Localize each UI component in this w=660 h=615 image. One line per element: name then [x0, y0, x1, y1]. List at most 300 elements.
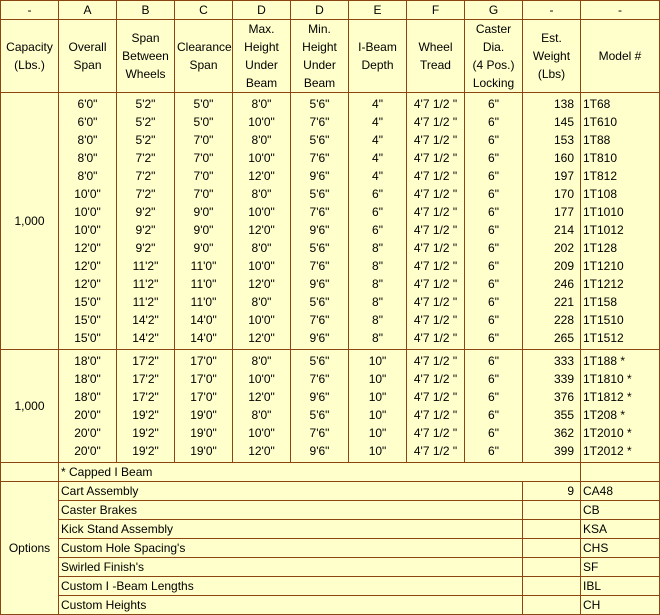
data-cell: 20'0": [59, 424, 117, 442]
header-name-line: (4 Pos.): [472, 58, 515, 72]
data-cell: 17'0": [175, 388, 233, 406]
data-cell: 6": [465, 113, 523, 131]
data-cell: 9'0": [175, 239, 233, 257]
data-cell: 399: [523, 442, 581, 463]
option-model-cell: CH: [581, 596, 660, 615]
data-cell: 10'0": [59, 221, 117, 239]
table-row: [1, 131, 660, 149]
data-cell: 10'0": [233, 311, 291, 329]
data-cell: 1T1810 *: [581, 370, 660, 388]
data-cell: 5'2": [117, 113, 175, 131]
header-letter-cell: F: [407, 1, 465, 20]
data-cell: 6": [465, 221, 523, 239]
data-cell: 10'0": [59, 203, 117, 221]
header-letter-cell: B: [117, 1, 175, 20]
data-cell: 1T810: [581, 149, 660, 167]
data-cell: 9'6": [291, 329, 349, 350]
data-cell: 153: [523, 131, 581, 149]
data-cell: 6": [465, 293, 523, 311]
option-row: [1, 596, 660, 615]
data-cell: 18'0": [59, 370, 117, 388]
data-cell: 6'0": [59, 93, 117, 114]
data-cell: 20'0": [59, 406, 117, 424]
data-cell: 4'7 1/2 ": [407, 203, 465, 221]
table-row: [1, 149, 660, 167]
data-cell: 4'7 1/2 ": [407, 149, 465, 167]
option-name-cell: Custom I -Beam Lengths: [59, 577, 523, 596]
data-cell: 9'2": [117, 239, 175, 257]
data-cell: 9'6": [291, 442, 349, 463]
table-row: [1, 275, 660, 293]
data-cell: 5'2": [117, 131, 175, 149]
header-name-line: Beam: [245, 76, 278, 90]
data-cell: 19'2": [117, 442, 175, 463]
data-cell: 7'0": [175, 167, 233, 185]
option-name-cell: Custom Hole Spacing's: [59, 539, 523, 558]
data-cell: 14'2": [117, 311, 175, 329]
data-cell: 11'0": [175, 275, 233, 293]
table-row: [1, 221, 660, 239]
data-cell: 1T1012: [581, 221, 660, 239]
data-cell: 6": [465, 275, 523, 293]
data-cell: 7'6": [291, 370, 349, 388]
data-cell: 6": [465, 388, 523, 406]
data-cell: 1T158: [581, 293, 660, 311]
data-cell: 4'7 1/2 ": [407, 350, 465, 371]
data-cell: 4": [349, 149, 407, 167]
header-name-cell: [1, 20, 59, 93]
data-cell: 221: [523, 293, 581, 311]
option-weight-cell: [523, 577, 581, 596]
data-cell: 8'0": [233, 239, 291, 257]
data-cell: 9'0": [175, 221, 233, 239]
header-name-cell: [175, 20, 233, 93]
data-cell: 8": [349, 275, 407, 293]
header-name-cell: [233, 20, 291, 93]
data-cell: 10": [349, 370, 407, 388]
option-weight-cell: [523, 596, 581, 615]
data-cell: 19'0": [175, 424, 233, 442]
data-cell: 214: [523, 221, 581, 239]
header-name-cell: [59, 20, 117, 93]
header-name-line: Wheel: [418, 40, 453, 54]
data-cell: 8'0": [59, 149, 117, 167]
data-cell: 4": [349, 113, 407, 131]
data-cell: 1T88: [581, 131, 660, 149]
data-cell: 6": [465, 149, 523, 167]
data-cell: 1T812: [581, 167, 660, 185]
table-row: [1, 406, 660, 424]
option-name-cell: Custom Heights: [59, 596, 523, 615]
header-name-line: (Lbs): [537, 67, 566, 81]
header-name-line: Span: [189, 58, 218, 72]
header-name-line: Beam: [303, 76, 336, 90]
options-label-cell: Options: [1, 482, 59, 615]
data-cell: 202: [523, 239, 581, 257]
data-cell: 4'7 1/2 ": [407, 131, 465, 149]
option-model-cell: CA48: [581, 482, 660, 501]
option-row: [1, 539, 660, 558]
data-cell: 1T1812 *: [581, 388, 660, 406]
data-cell: 4'7 1/2 ": [407, 93, 465, 114]
header-name-cell: [465, 20, 523, 93]
data-cell: 4": [349, 93, 407, 114]
capacity-cell: 1,000: [1, 93, 59, 350]
data-cell: 9'0": [175, 203, 233, 221]
data-cell: 9'6": [291, 275, 349, 293]
data-cell: 355: [523, 406, 581, 424]
data-cell: 8'0": [233, 293, 291, 311]
header-letter-cell: G: [465, 1, 523, 20]
header-name-line: Capacity: [6, 40, 53, 54]
data-cell: 6": [465, 424, 523, 442]
option-row: [1, 520, 660, 539]
data-cell: 7'0": [175, 185, 233, 203]
header-name-line: Dia.: [482, 40, 505, 54]
data-cell: 12'0": [233, 167, 291, 185]
data-cell: 1T2012 *: [581, 442, 660, 463]
table-row: [1, 93, 660, 114]
table-row: [1, 350, 660, 371]
data-cell: 7'2": [117, 149, 175, 167]
data-cell: 12'0": [233, 275, 291, 293]
header-name-line: Wheels: [125, 67, 166, 81]
option-weight-cell: [523, 501, 581, 520]
data-cell: 4'7 1/2 ": [407, 239, 465, 257]
data-cell: 9'2": [117, 203, 175, 221]
data-cell: 6": [465, 350, 523, 371]
data-cell: 8'0": [59, 167, 117, 185]
data-cell: 145: [523, 113, 581, 131]
data-cell: 10": [349, 388, 407, 406]
data-cell: 5'0": [175, 113, 233, 131]
data-cell: 7'6": [291, 113, 349, 131]
data-cell: 197: [523, 167, 581, 185]
data-cell: 6": [465, 406, 523, 424]
data-cell: 14'0": [175, 329, 233, 350]
data-cell: 1T128: [581, 239, 660, 257]
data-cell: 8'0": [233, 350, 291, 371]
option-weight-cell: [523, 520, 581, 539]
data-cell: 8": [349, 293, 407, 311]
header-name-line: Span: [131, 31, 160, 45]
header-letter-cell: C: [175, 1, 233, 20]
data-cell: 12'0": [59, 257, 117, 275]
table-row: [1, 311, 660, 329]
data-cell: 8'0": [233, 131, 291, 149]
data-cell: 7'2": [117, 185, 175, 203]
data-cell: 246: [523, 275, 581, 293]
data-cell: 1T208 *: [581, 406, 660, 424]
note-cell: * Capped I Beam: [59, 463, 581, 482]
table-row: [1, 388, 660, 406]
data-cell: 15'0": [59, 293, 117, 311]
data-cell: 10'0": [233, 203, 291, 221]
data-cell: 4'7 1/2 ": [407, 221, 465, 239]
data-cell: 1T108: [581, 185, 660, 203]
data-cell: 160: [523, 149, 581, 167]
header-letter-cell: A: [59, 1, 117, 20]
data-cell: 10": [349, 442, 407, 463]
data-cell: 1T188 *: [581, 350, 660, 371]
header-name-line: Under: [303, 58, 336, 72]
data-cell: 5'0": [175, 93, 233, 114]
data-cell: 4'7 1/2 ": [407, 442, 465, 463]
option-model-cell: IBL: [581, 577, 660, 596]
data-cell: 4'7 1/2 ": [407, 275, 465, 293]
header-name-line: Between: [122, 49, 169, 63]
data-cell: 1T1212: [581, 275, 660, 293]
data-cell: 8": [349, 311, 407, 329]
data-cell: 7'6": [291, 424, 349, 442]
data-cell: 10": [349, 406, 407, 424]
note-row: [1, 463, 660, 482]
data-cell: 14'2": [117, 329, 175, 350]
data-cell: 18'0": [59, 350, 117, 371]
header-name-line: Min.: [308, 22, 331, 36]
header-letter-cell: E: [349, 1, 407, 20]
data-cell: 5'6": [291, 93, 349, 114]
data-cell: 6": [465, 131, 523, 149]
data-cell: 18'0": [59, 388, 117, 406]
data-cell: 6": [465, 329, 523, 350]
data-cell: 1T610: [581, 113, 660, 131]
table-row: [1, 185, 660, 203]
data-cell: 15'0": [59, 311, 117, 329]
data-cell: 1T1510: [581, 311, 660, 329]
table-group-2: [1, 350, 660, 463]
data-cell: 10'0": [233, 424, 291, 442]
header-name-cell: [523, 20, 581, 93]
header-name-line: Max.: [248, 22, 275, 36]
table-header: [1, 1, 660, 93]
data-cell: 12'0": [233, 442, 291, 463]
header-name-cell: [349, 20, 407, 93]
option-row: [1, 501, 660, 520]
header-letter-cell: D: [291, 1, 349, 20]
data-cell: 4'7 1/2 ": [407, 311, 465, 329]
header-letter-cell: D: [233, 1, 291, 20]
data-cell: 6": [349, 221, 407, 239]
data-cell: 5'6": [291, 406, 349, 424]
data-cell: 4'7 1/2 ": [407, 185, 465, 203]
header-name-line: Overall: [68, 40, 107, 54]
data-cell: 265: [523, 329, 581, 350]
header-name-cell: [291, 20, 349, 93]
option-name-cell: Kick Stand Assembly: [59, 520, 523, 539]
data-cell: 376: [523, 388, 581, 406]
data-cell: 4": [349, 131, 407, 149]
table-row: [1, 239, 660, 257]
header-name-line: Caster: [475, 22, 512, 36]
header-name-line: Span: [73, 58, 102, 72]
data-cell: 7'0": [175, 149, 233, 167]
data-cell: 11'0": [175, 257, 233, 275]
data-cell: 1T2010 *: [581, 424, 660, 442]
data-cell: 1T1210: [581, 257, 660, 275]
data-cell: 17'0": [175, 370, 233, 388]
header-name-cell: [117, 20, 175, 93]
option-model-cell: SF: [581, 558, 660, 577]
data-cell: 19'0": [175, 442, 233, 463]
capacity-cell: 1,000: [1, 350, 59, 463]
data-cell: 10'0": [233, 257, 291, 275]
option-row: [1, 482, 660, 501]
data-cell: 209: [523, 257, 581, 275]
header-name-cell: [581, 20, 660, 93]
table-row: [1, 424, 660, 442]
data-cell: 1T68: [581, 93, 660, 114]
header-name-line: (Lbs.): [14, 58, 45, 72]
option-weight-cell: [523, 558, 581, 577]
data-cell: 4'7 1/2 ": [407, 406, 465, 424]
data-cell: 6'0": [59, 113, 117, 131]
data-cell: 7'6": [291, 203, 349, 221]
data-cell: 4'7 1/2 ": [407, 370, 465, 388]
table-group-1: [1, 93, 660, 350]
table-row: [1, 167, 660, 185]
table-row: [1, 370, 660, 388]
data-cell: 11'0": [175, 293, 233, 311]
data-cell: 10": [349, 350, 407, 371]
data-cell: 1T1512: [581, 329, 660, 350]
data-cell: 5'6": [291, 293, 349, 311]
header-name-line: Model #: [598, 49, 642, 63]
option-weight-cell: [523, 539, 581, 558]
data-cell: 228: [523, 311, 581, 329]
note-blank-cell: [581, 463, 660, 482]
data-cell: 20'0": [59, 442, 117, 463]
data-cell: 7'0": [175, 131, 233, 149]
data-cell: 7'2": [117, 167, 175, 185]
option-row: [1, 577, 660, 596]
data-cell: 11'2": [117, 257, 175, 275]
table-row: [1, 203, 660, 221]
data-cell: 12'0": [233, 221, 291, 239]
data-cell: 17'2": [117, 350, 175, 371]
data-cell: 4'7 1/2 ": [407, 424, 465, 442]
option-row: [1, 558, 660, 577]
data-cell: 6": [465, 370, 523, 388]
header-name-line: Tread: [420, 58, 451, 72]
header-name-line: Weight: [532, 49, 571, 63]
data-cell: 170: [523, 185, 581, 203]
option-model-cell: CB: [581, 501, 660, 520]
data-cell: 7'6": [291, 311, 349, 329]
data-cell: 11'2": [117, 293, 175, 311]
data-cell: 5'6": [291, 350, 349, 371]
option-model-cell: CHS: [581, 539, 660, 558]
data-cell: 9'6": [291, 388, 349, 406]
table-row: [1, 329, 660, 350]
data-cell: 10'0": [233, 149, 291, 167]
data-cell: 1T1010: [581, 203, 660, 221]
data-cell: 11'2": [117, 275, 175, 293]
header-name-line: Under: [245, 58, 278, 72]
data-cell: 17'2": [117, 388, 175, 406]
data-cell: 15'0": [59, 329, 117, 350]
header-name-line: Depth: [361, 58, 394, 72]
header-letter-cell: -: [523, 1, 581, 20]
header-letter-cell: -: [1, 1, 59, 20]
table-row: [1, 257, 660, 275]
data-cell: 9'6": [291, 167, 349, 185]
data-cell: 10'0": [233, 113, 291, 131]
data-cell: 10'0": [59, 185, 117, 203]
data-cell: 6": [349, 203, 407, 221]
data-cell: 12'0": [233, 329, 291, 350]
table-row: [1, 293, 660, 311]
data-cell: 19'2": [117, 406, 175, 424]
option-name-cell: Swirled Finish's: [59, 558, 523, 577]
table-footer: [1, 463, 660, 615]
header-name-cell: [407, 20, 465, 93]
data-cell: 6": [465, 311, 523, 329]
table-row: [1, 442, 660, 463]
table-row: [1, 113, 660, 131]
data-cell: 4'7 1/2 ": [407, 293, 465, 311]
header-name-line: Est.: [541, 31, 562, 45]
data-cell: 4'7 1/2 ": [407, 167, 465, 185]
data-cell: 6": [465, 239, 523, 257]
data-cell: 17'2": [117, 370, 175, 388]
data-cell: 5'6": [291, 131, 349, 149]
data-cell: 6": [349, 185, 407, 203]
data-cell: 7'6": [291, 257, 349, 275]
data-cell: 8": [349, 257, 407, 275]
header-name-row: [1, 20, 660, 93]
data-cell: 8'0": [233, 406, 291, 424]
data-cell: 339: [523, 370, 581, 388]
data-cell: 19'2": [117, 424, 175, 442]
data-cell: 8": [349, 329, 407, 350]
data-cell: 177: [523, 203, 581, 221]
data-cell: 12'0": [59, 239, 117, 257]
data-cell: 4'7 1/2 ": [407, 329, 465, 350]
data-cell: 6": [465, 93, 523, 114]
data-cell: 8'0": [233, 93, 291, 114]
data-cell: 4'7 1/2 ": [407, 388, 465, 406]
data-cell: 5'6": [291, 239, 349, 257]
data-cell: 138: [523, 93, 581, 114]
option-weight-cell: 9: [523, 482, 581, 501]
note-blank-cell: [1, 463, 59, 482]
data-cell: 12'0": [233, 388, 291, 406]
data-cell: 6": [465, 442, 523, 463]
data-cell: 8": [349, 239, 407, 257]
data-cell: 12'0": [59, 275, 117, 293]
data-cell: 4'7 1/2 ": [407, 257, 465, 275]
data-cell: 6": [465, 167, 523, 185]
data-cell: 4": [349, 167, 407, 185]
data-cell: 8'0": [59, 131, 117, 149]
header-letter-row: [1, 1, 660, 20]
option-name-cell: Caster Brakes: [59, 501, 523, 520]
data-cell: 6": [465, 257, 523, 275]
data-cell: 14'0": [175, 311, 233, 329]
option-name-cell: Cart Assembly: [59, 482, 523, 501]
header-name-line: Height: [244, 40, 279, 54]
header-name-line: Locking: [472, 76, 515, 90]
data-cell: 10'0": [233, 370, 291, 388]
data-cell: 9'6": [291, 221, 349, 239]
data-cell: 5'2": [117, 93, 175, 114]
data-cell: 6": [465, 185, 523, 203]
data-cell: 6": [465, 203, 523, 221]
header-letter-cell: -: [581, 1, 660, 20]
data-cell: 8'0": [233, 185, 291, 203]
data-cell: 362: [523, 424, 581, 442]
